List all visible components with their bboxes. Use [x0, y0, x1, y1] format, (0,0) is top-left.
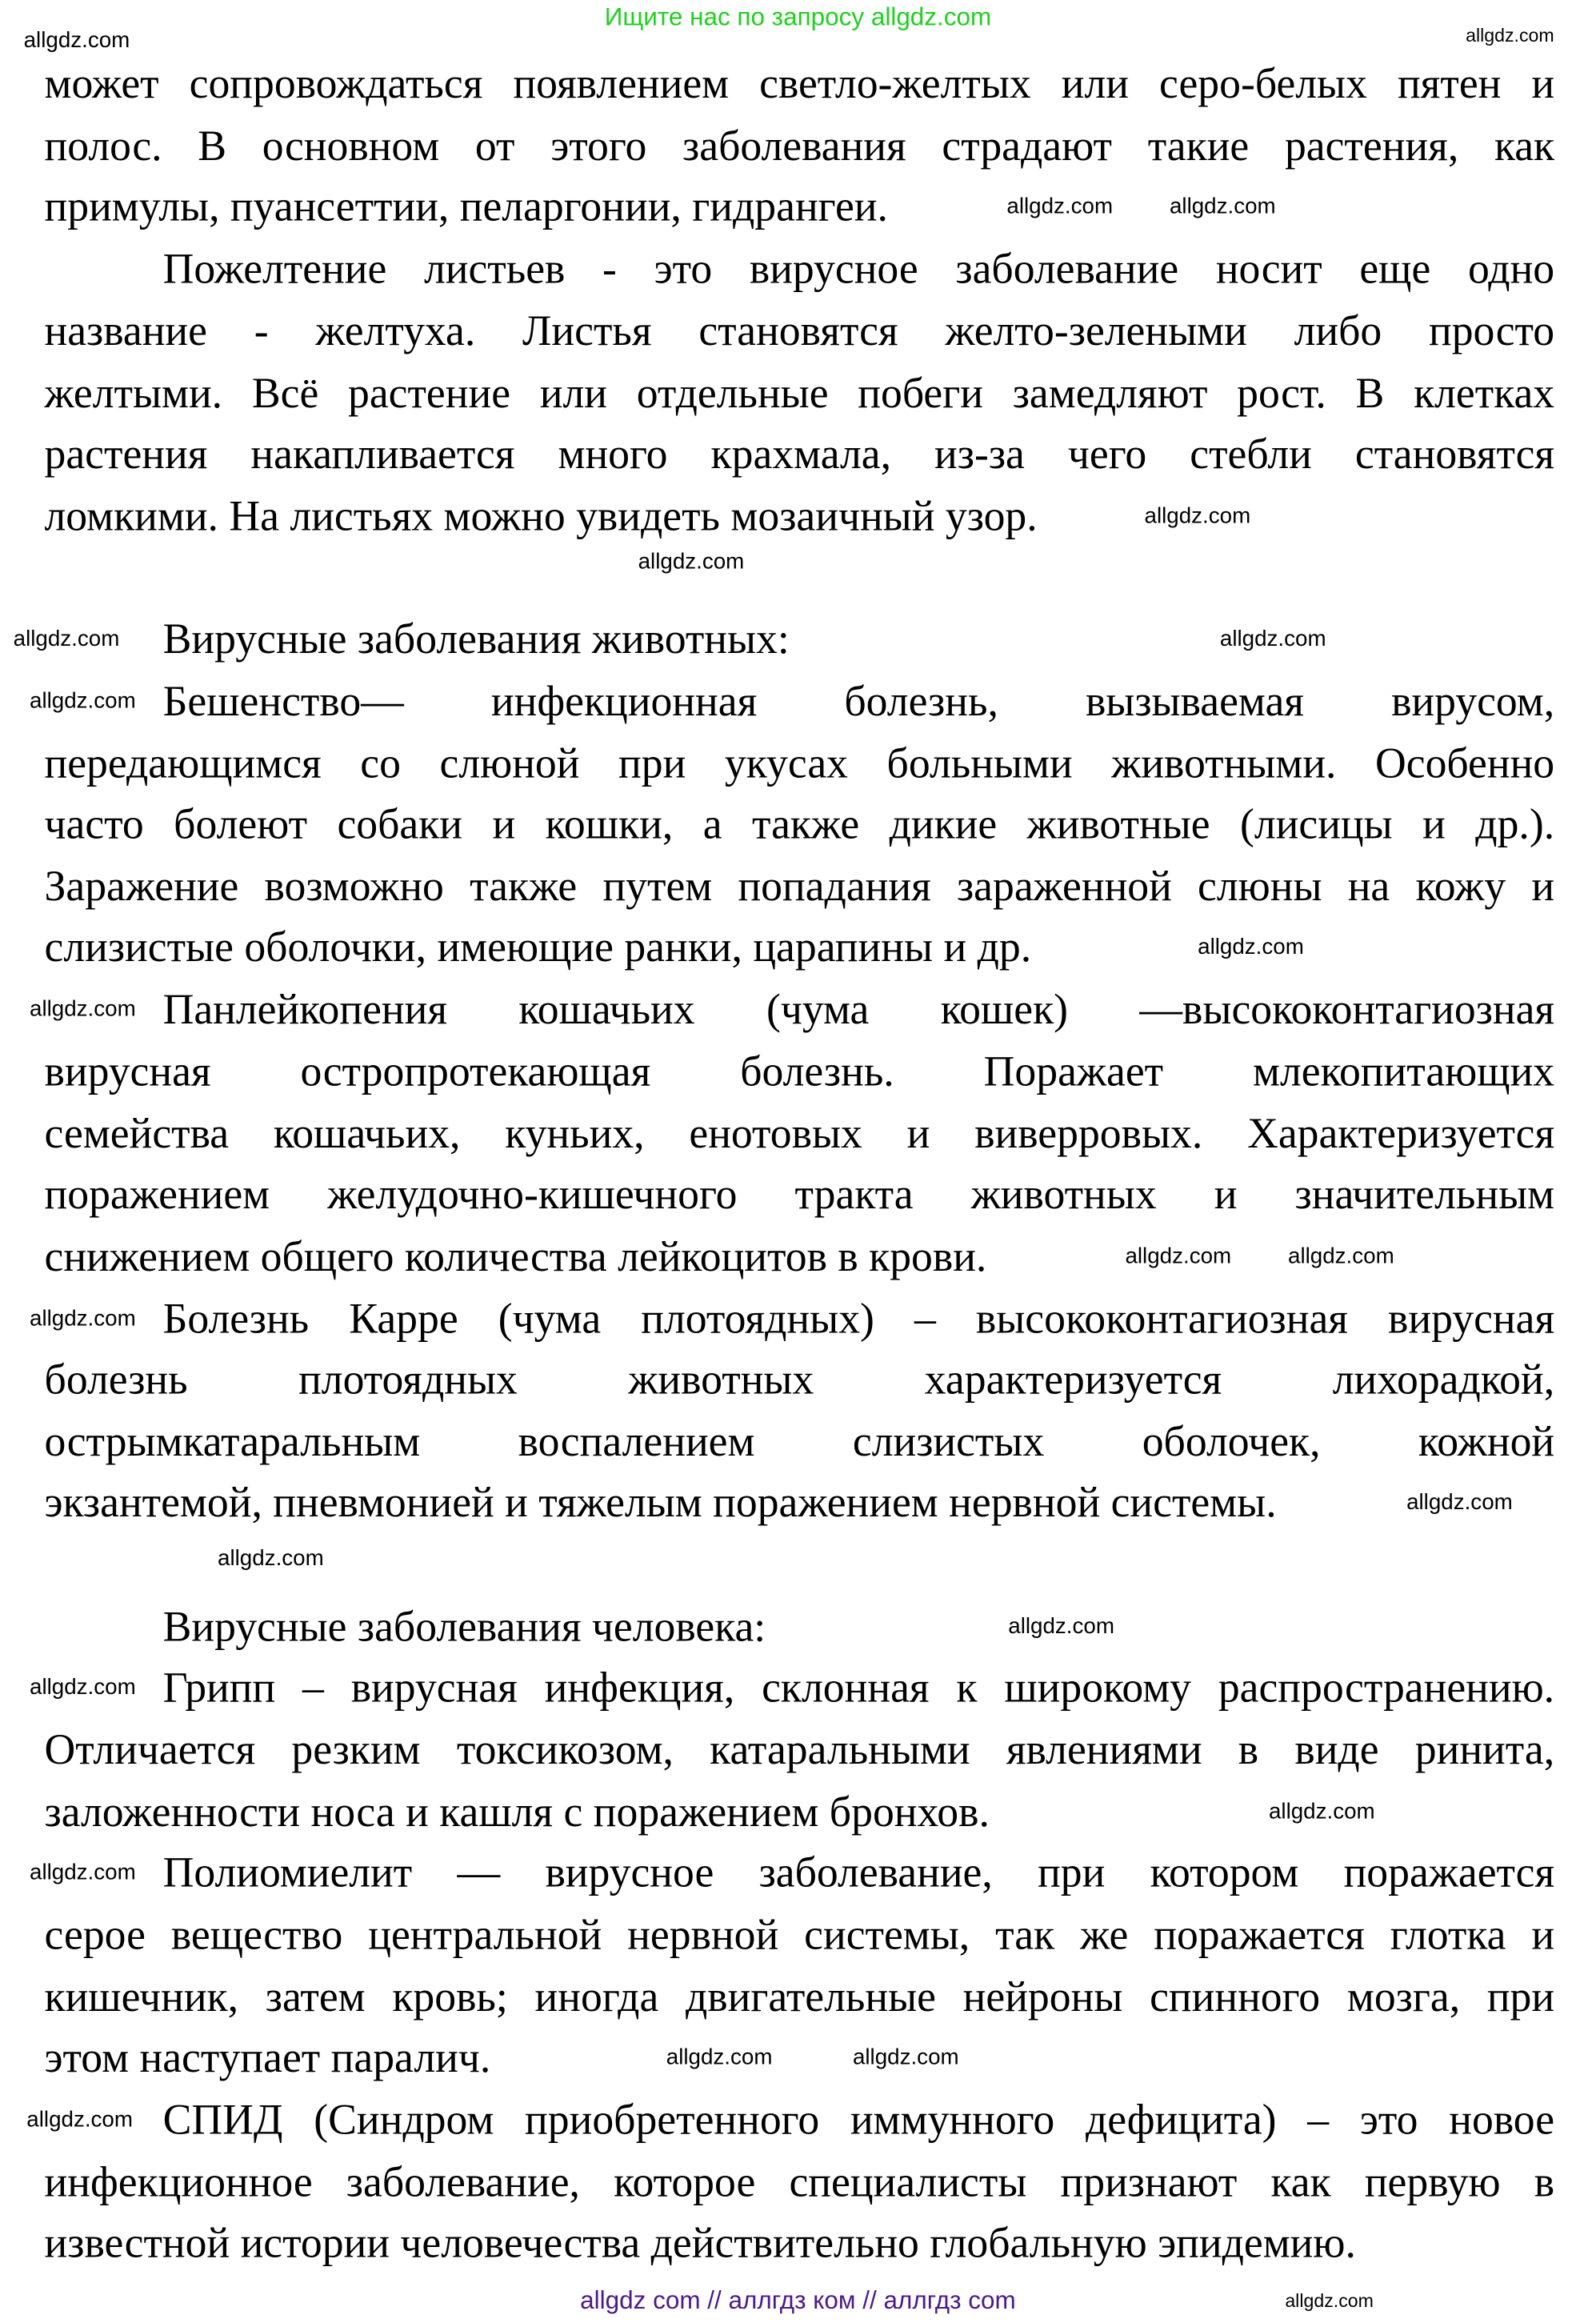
- bottom-site-banner: allgdz com // аллгдз ком // аллгдз com: [580, 2286, 1016, 2315]
- watermark-text: allgdz.com: [30, 1675, 136, 1700]
- text-line: Пожелтение листьев - это вирусное заболевание носит еще одно: [162, 246, 1555, 294]
- watermark-text: allgdz.com: [1466, 25, 1554, 46]
- text-line: растения накапливается много крахмала, из-за чего стебли становятся: [44, 431, 1555, 479]
- text-line: снижением общего количества лейкоцитов в крови.: [44, 1233, 987, 1281]
- text-line: Панлейкопения кошачьих (чума кошек) —высококонтагиозная: [162, 986, 1555, 1034]
- watermark-text: allgdz.com: [1169, 194, 1276, 219]
- text-line: Отличается резким токсикозом, катаральными явлениями в виде ринита,: [44, 1726, 1555, 1775]
- watermark-text: allgdz.com: [1006, 194, 1114, 219]
- watermark-text: allgdz.com: [30, 1306, 136, 1332]
- text-line: слизистые оболочки, имеющие ранки, царапины и др.: [44, 923, 1032, 971]
- watermark-text: allgdz.com: [1144, 503, 1251, 529]
- watermark-text: allgdz.com: [13, 626, 120, 652]
- top-search-banner: Ищите нас по запросу allgdz.com: [604, 2, 992, 31]
- text-line: инфекционное заболевание, которое специалисты признают как первую в: [44, 2159, 1555, 2207]
- watermark-text: allgdz.com: [26, 2107, 134, 2133]
- text-line: серое вещество центральной нервной системы, так же поражается глотка и: [44, 1912, 1555, 1960]
- watermark-text: allgdz.com: [1198, 934, 1304, 960]
- watermark-text: allgdz.com: [1008, 1614, 1114, 1640]
- text-line: Заражение возможно также путем попадания зараженной слюны на кожу и: [44, 863, 1555, 911]
- text-line: Вирусные заболевания животных:: [162, 615, 790, 664]
- watermark-text: allgdz.com: [1285, 2290, 1374, 2312]
- text-line: острымкатаральным воспалением слизистых оболочек, кожной: [44, 1418, 1555, 1467]
- text-line: часто болеют собаки и кошки, а также дикие животные (лисицы и др.).: [44, 801, 1555, 849]
- watermark-text: allgdz.com: [1125, 1244, 1232, 1269]
- text-line: может сопровождаться появлением светло-желтых или серо-белых пятен и: [44, 60, 1555, 109]
- text-line: кишечник, затем кровь; иногда двигательные нейроны спинного мозга, при: [44, 1973, 1555, 2022]
- watermark-text: allgdz.com: [1219, 626, 1326, 652]
- watermark-text: allgdz.com: [852, 2045, 959, 2071]
- text-line: Полиомиелит — вирусное заболевание, при котором поражается: [162, 1849, 1555, 1897]
- text-line: экзантемой, пневмонией и тяжелым поражением нервной системы.: [44, 1479, 1277, 1527]
- watermark-text: allgdz.com: [666, 2045, 773, 2071]
- text-line: полос. В основном от этого заболевания страдают такие растения, как: [44, 122, 1555, 170]
- text-line: примулы, пуансеттии, пеларгонии, гидрангеи.: [44, 183, 888, 231]
- text-line: известной истории человечества действительно глобальную эпидемию.: [44, 2220, 1356, 2268]
- text-line: заложенности носа и кашля с поражением бронхов.: [44, 1788, 990, 1836]
- text-line: семейства кошачьих, куньих, енотовых и виверровых. Характеризуется: [44, 1110, 1555, 1159]
- watermark-text: allgdz.com: [1288, 1244, 1394, 1269]
- text-line: болезнь плотоядных животных характеризуется лихорадкой,: [44, 1356, 1555, 1404]
- watermark-text: allgdz.com: [30, 996, 136, 1022]
- watermark-text: allgdz.com: [638, 549, 745, 575]
- watermark-text: allgdz.com: [218, 1546, 324, 1572]
- text-line: вирусная остропротекающая болезнь. Поражает млекопитающих: [44, 1048, 1555, 1096]
- watermark-text: allgdz.com: [30, 1860, 136, 1885]
- text-line: Вирусные заболевания человека:: [162, 1604, 766, 1652]
- watermark-text: allgdz.com: [1406, 1489, 1513, 1516]
- text-line: этом наступает паралич.: [44, 2034, 491, 2082]
- text-line: название - желтуха. Листья становятся желто-зелеными либо просто: [44, 307, 1555, 356]
- text-line: желтыми. Всё растение или отдельные побеги замедляют рост. В клетках: [44, 370, 1555, 418]
- text-line: Бешенство— инфекционная болезнь, вызываемая вирусом,: [162, 678, 1555, 726]
- text-line: передающимся со слюной при укусах больными животными. Особенно: [44, 740, 1555, 788]
- text-line: СПИД (Синдром приобретенного иммунного дефицита) – это новое: [162, 2097, 1555, 2145]
- text-line: ломкими. На листьях можно увидеть мозаичный узор.: [44, 493, 1038, 541]
- watermark-text: allgdz.com: [23, 28, 130, 54]
- text-line: Болезнь Карре (чума плотоядных) – высококонтагиозная вирусная: [162, 1296, 1555, 1344]
- watermark-text: allgdz.com: [1268, 1799, 1375, 1824]
- watermark-text: allgdz.com: [30, 688, 136, 714]
- text-line: поражением желудочно-кишечного тракта животных и значительным: [44, 1171, 1555, 1220]
- text-line: Грипп – вирусная инфекция, склонная к широкому распространению.: [162, 1664, 1555, 1712]
